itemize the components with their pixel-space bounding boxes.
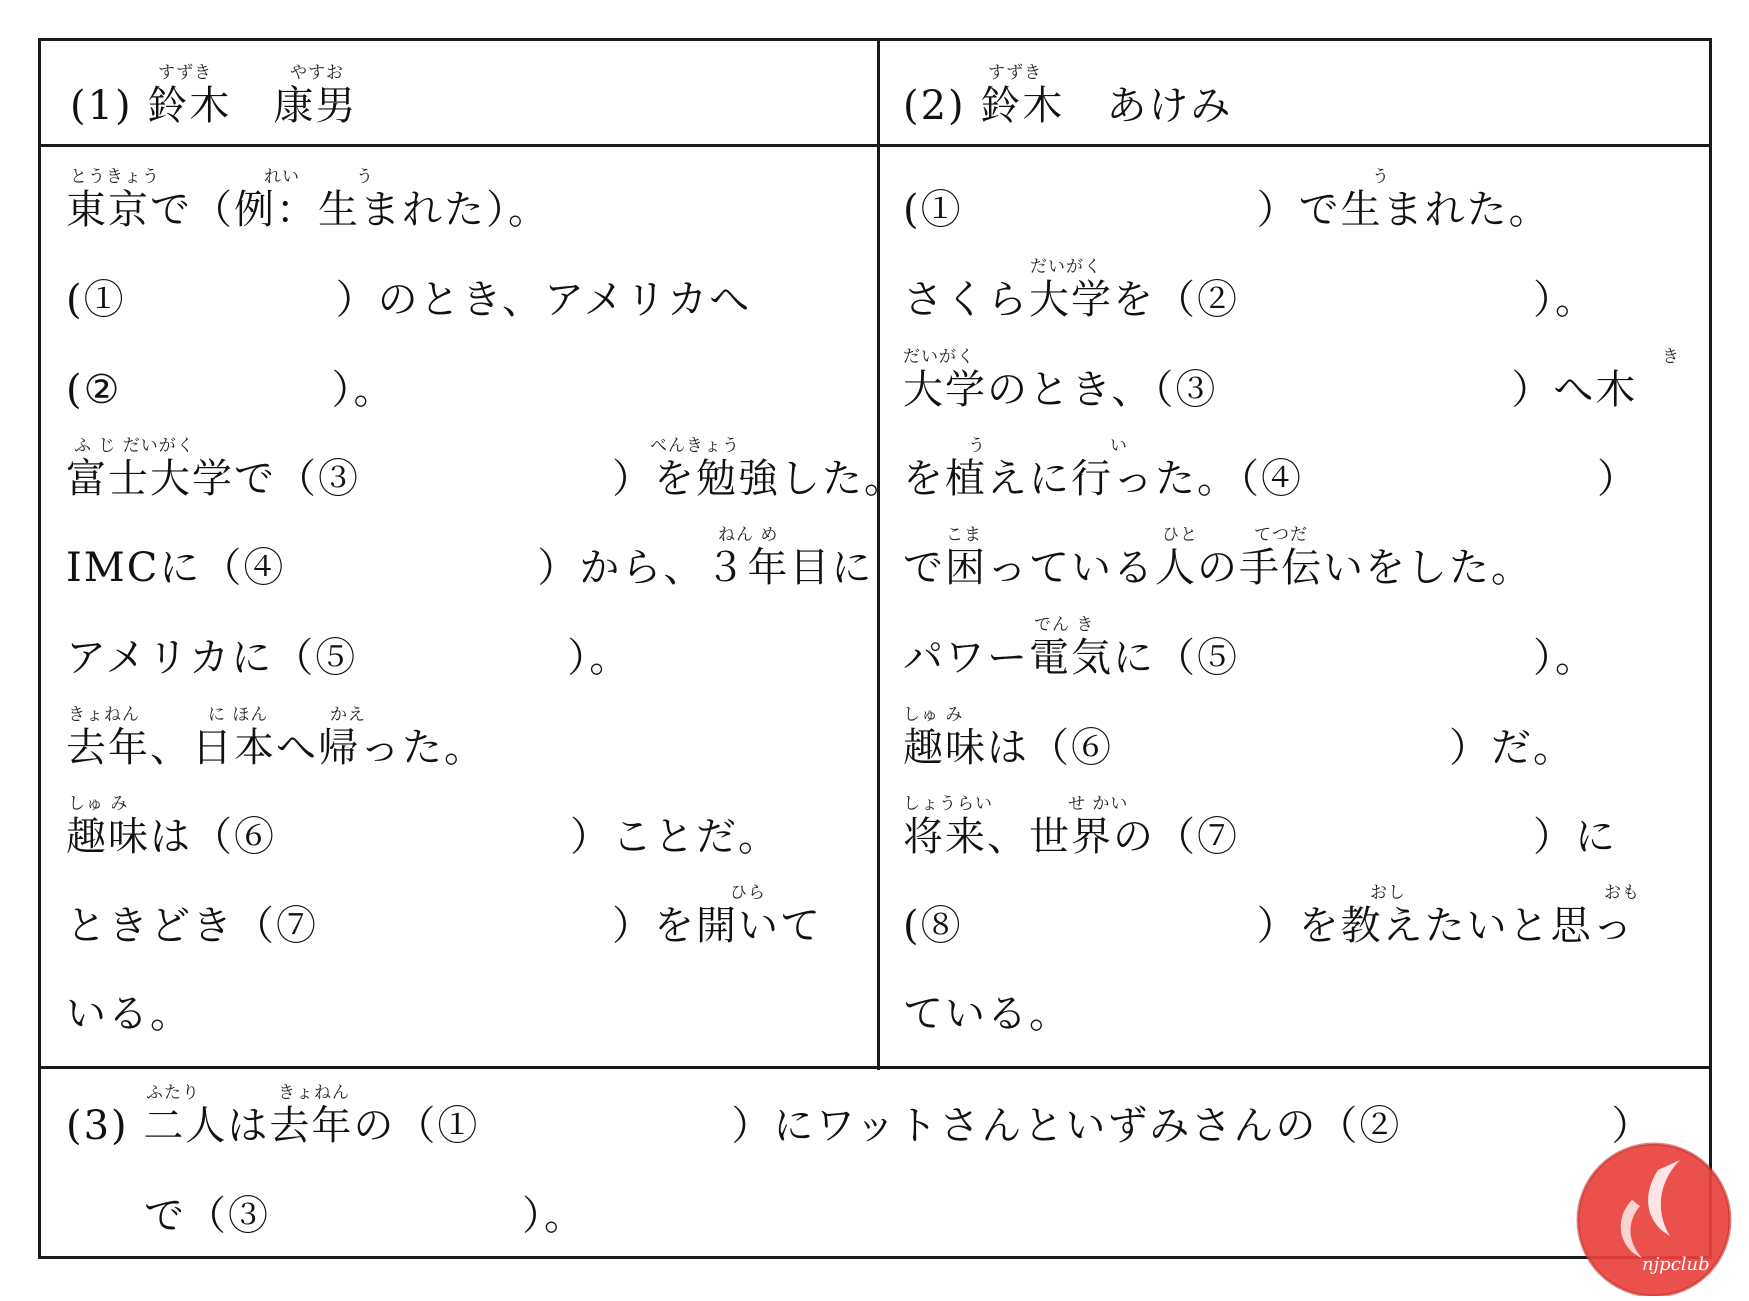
text-line: いる。 — [66, 991, 192, 1037]
section-3-line-1: (3) 二人は去年の（① ）にワットさんといずみさんの（② ） — [66, 1103, 1654, 1149]
furigana: れい — [264, 167, 300, 187]
furigana: う — [968, 436, 986, 456]
furigana: きょねん — [278, 1083, 350, 1103]
text-line: IMCに（④ ）から、３年目に — [66, 545, 874, 591]
section-title-1: (1) 鈴木 康男 — [70, 83, 358, 129]
section-3-line-2: で（③ ）。 — [144, 1193, 586, 1239]
furigana: とうきょう — [70, 167, 160, 187]
furigana: しょうらい — [903, 794, 993, 814]
text-line: さくら大学を（② ）。 — [903, 277, 1597, 323]
text-line: 大学のとき、（③ ）へ木 — [903, 367, 1638, 413]
section-title-2: (2) 鈴木 あけみ — [903, 83, 1233, 129]
furigana: てつだ — [1254, 525, 1308, 545]
text-line: パワー電気に（⑤ ）。 — [903, 635, 1597, 681]
title-ruby: やすお — [290, 63, 344, 83]
text-line: ときどき（⑦ ）を開いて — [66, 903, 822, 949]
furigana: ふたり — [146, 1083, 200, 1103]
header-divider — [38, 144, 1712, 147]
furigana: だいがく — [1030, 257, 1102, 277]
title-ruby: すずき — [158, 63, 213, 83]
furigana: しゅ み — [68, 794, 129, 814]
furigana: ねん め — [718, 525, 779, 545]
title-ruby: すずき — [988, 63, 1043, 83]
furigana: かえ — [330, 705, 366, 725]
furigana: こま — [946, 525, 982, 545]
text-line: 趣味は（⑥ ）ことだ。 — [66, 814, 780, 860]
text-line: 富士大学で（③ ）を勉強した。 — [66, 456, 906, 502]
furigana: に ほん — [208, 705, 269, 725]
njpclub-logo — [1562, 1140, 1744, 1296]
furigana: う — [1372, 167, 1390, 187]
text-line: を植えに行った。（④ ） — [903, 456, 1639, 502]
furigana: しゅ み — [903, 705, 964, 725]
furigana: べんきょう — [650, 436, 740, 456]
furigana: ひと — [1162, 525, 1198, 545]
furigana: ふ じ だいがく — [74, 436, 195, 456]
furigana: だいがく — [903, 347, 975, 367]
text-line: (⑧ ）を教えたいと思っ — [903, 903, 1635, 949]
furigana: せ かい — [1068, 794, 1129, 814]
text-line: (① ）のとき、アメリカへ — [66, 277, 752, 323]
furigana: おし — [1370, 883, 1406, 903]
text-line: ている。 — [903, 991, 1071, 1037]
text-line: で困っている人の手伝いをした。 — [903, 545, 1533, 591]
text-line: 将来、世界の（⑦ ）に — [903, 814, 1617, 860]
text-line: 東京で（例：生まれた）。 — [66, 187, 550, 233]
furigana: う — [356, 167, 374, 187]
text-line: (② ）。 — [66, 367, 396, 413]
furigana: い — [1110, 436, 1128, 456]
text-line: 趣味は（⑥ ）だ。 — [903, 725, 1575, 771]
furigana: き — [1662, 347, 1680, 367]
text-line: 去年、日本へ帰った。 — [66, 725, 486, 771]
section-divider — [38, 1066, 1712, 1069]
text-line: アメリカに（⑤ ）。 — [66, 635, 632, 681]
logo-text: njpclub — [1642, 1254, 1710, 1275]
furigana: ひら — [730, 883, 766, 903]
furigana: おも — [1604, 883, 1640, 903]
furigana: でん き — [1034, 615, 1095, 635]
text-line: (① ）で生まれた。 — [903, 187, 1551, 233]
furigana: きょねん — [68, 705, 140, 725]
column-divider — [877, 38, 880, 1070]
